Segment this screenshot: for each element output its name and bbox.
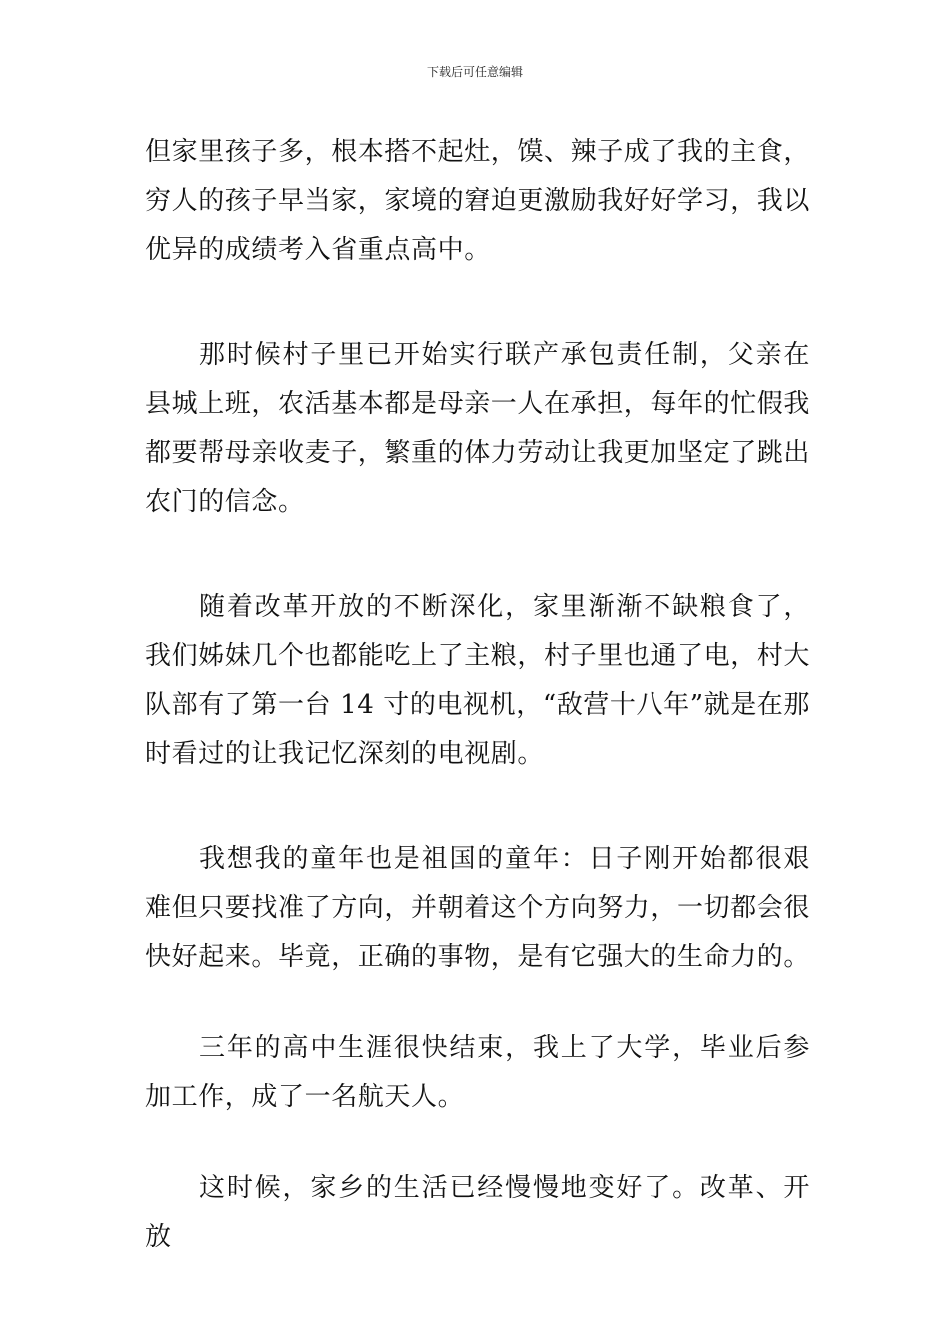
paragraph-6: 这时候，家乡的生活已经慢慢地变好了。改革、开放 bbox=[145, 1173, 810, 1252]
paragraph-3: 随着改革开放的不断深化，家里渐渐不缺粮食了，我们姊妹几个也都能吃上了主粮，村子里也通了电，村大队部有了第一台 14 寸的电视机，“敌营十八年”就是在那时看过的让我记忆深刻的电视剧。 bbox=[145, 592, 811, 769]
paragraph-5: 三年的高中生涯很快结束，我上了大学，毕业后参加工作，成了一名航天人。 bbox=[145, 1033, 810, 1112]
paragraph-spacer bbox=[145, 1122, 810, 1164]
paragraph-spacer bbox=[145, 982, 810, 1024]
page-header: 下载后可任意编辑 bbox=[426, 65, 523, 79]
paragraph-4: 我想我的童年也是祖国的童年：日子刚开始都很艰难但只要找准了方向，并朝着这个方向努力，一切都会很快好起来。毕竟，正确的事物，是有它强大的生命力的。 bbox=[145, 844, 811, 972]
paragraph-1: 但家里孩子多，根本搭不起灶，馍、辣子成了我的主食，穷人的孩子早当家，家境的窘迫更激励我好好学习，我以优异的成绩考入省重点高中。 bbox=[145, 137, 811, 265]
paragraph-spacer bbox=[145, 527, 810, 583]
document-body bbox=[145, 128, 810, 1262]
paragraph-spacer bbox=[145, 779, 810, 835]
paragraph-2: 那时候村子里已开始实行联产承包责任制，父亲在县城上班，农活基本都是母亲一人在承担，每年的忙假我都要帮母亲收麦子，繁重的体力劳动让我更加坚定了跳出农门的信念。 bbox=[145, 340, 811, 517]
paragraph-spacer bbox=[145, 275, 810, 331]
